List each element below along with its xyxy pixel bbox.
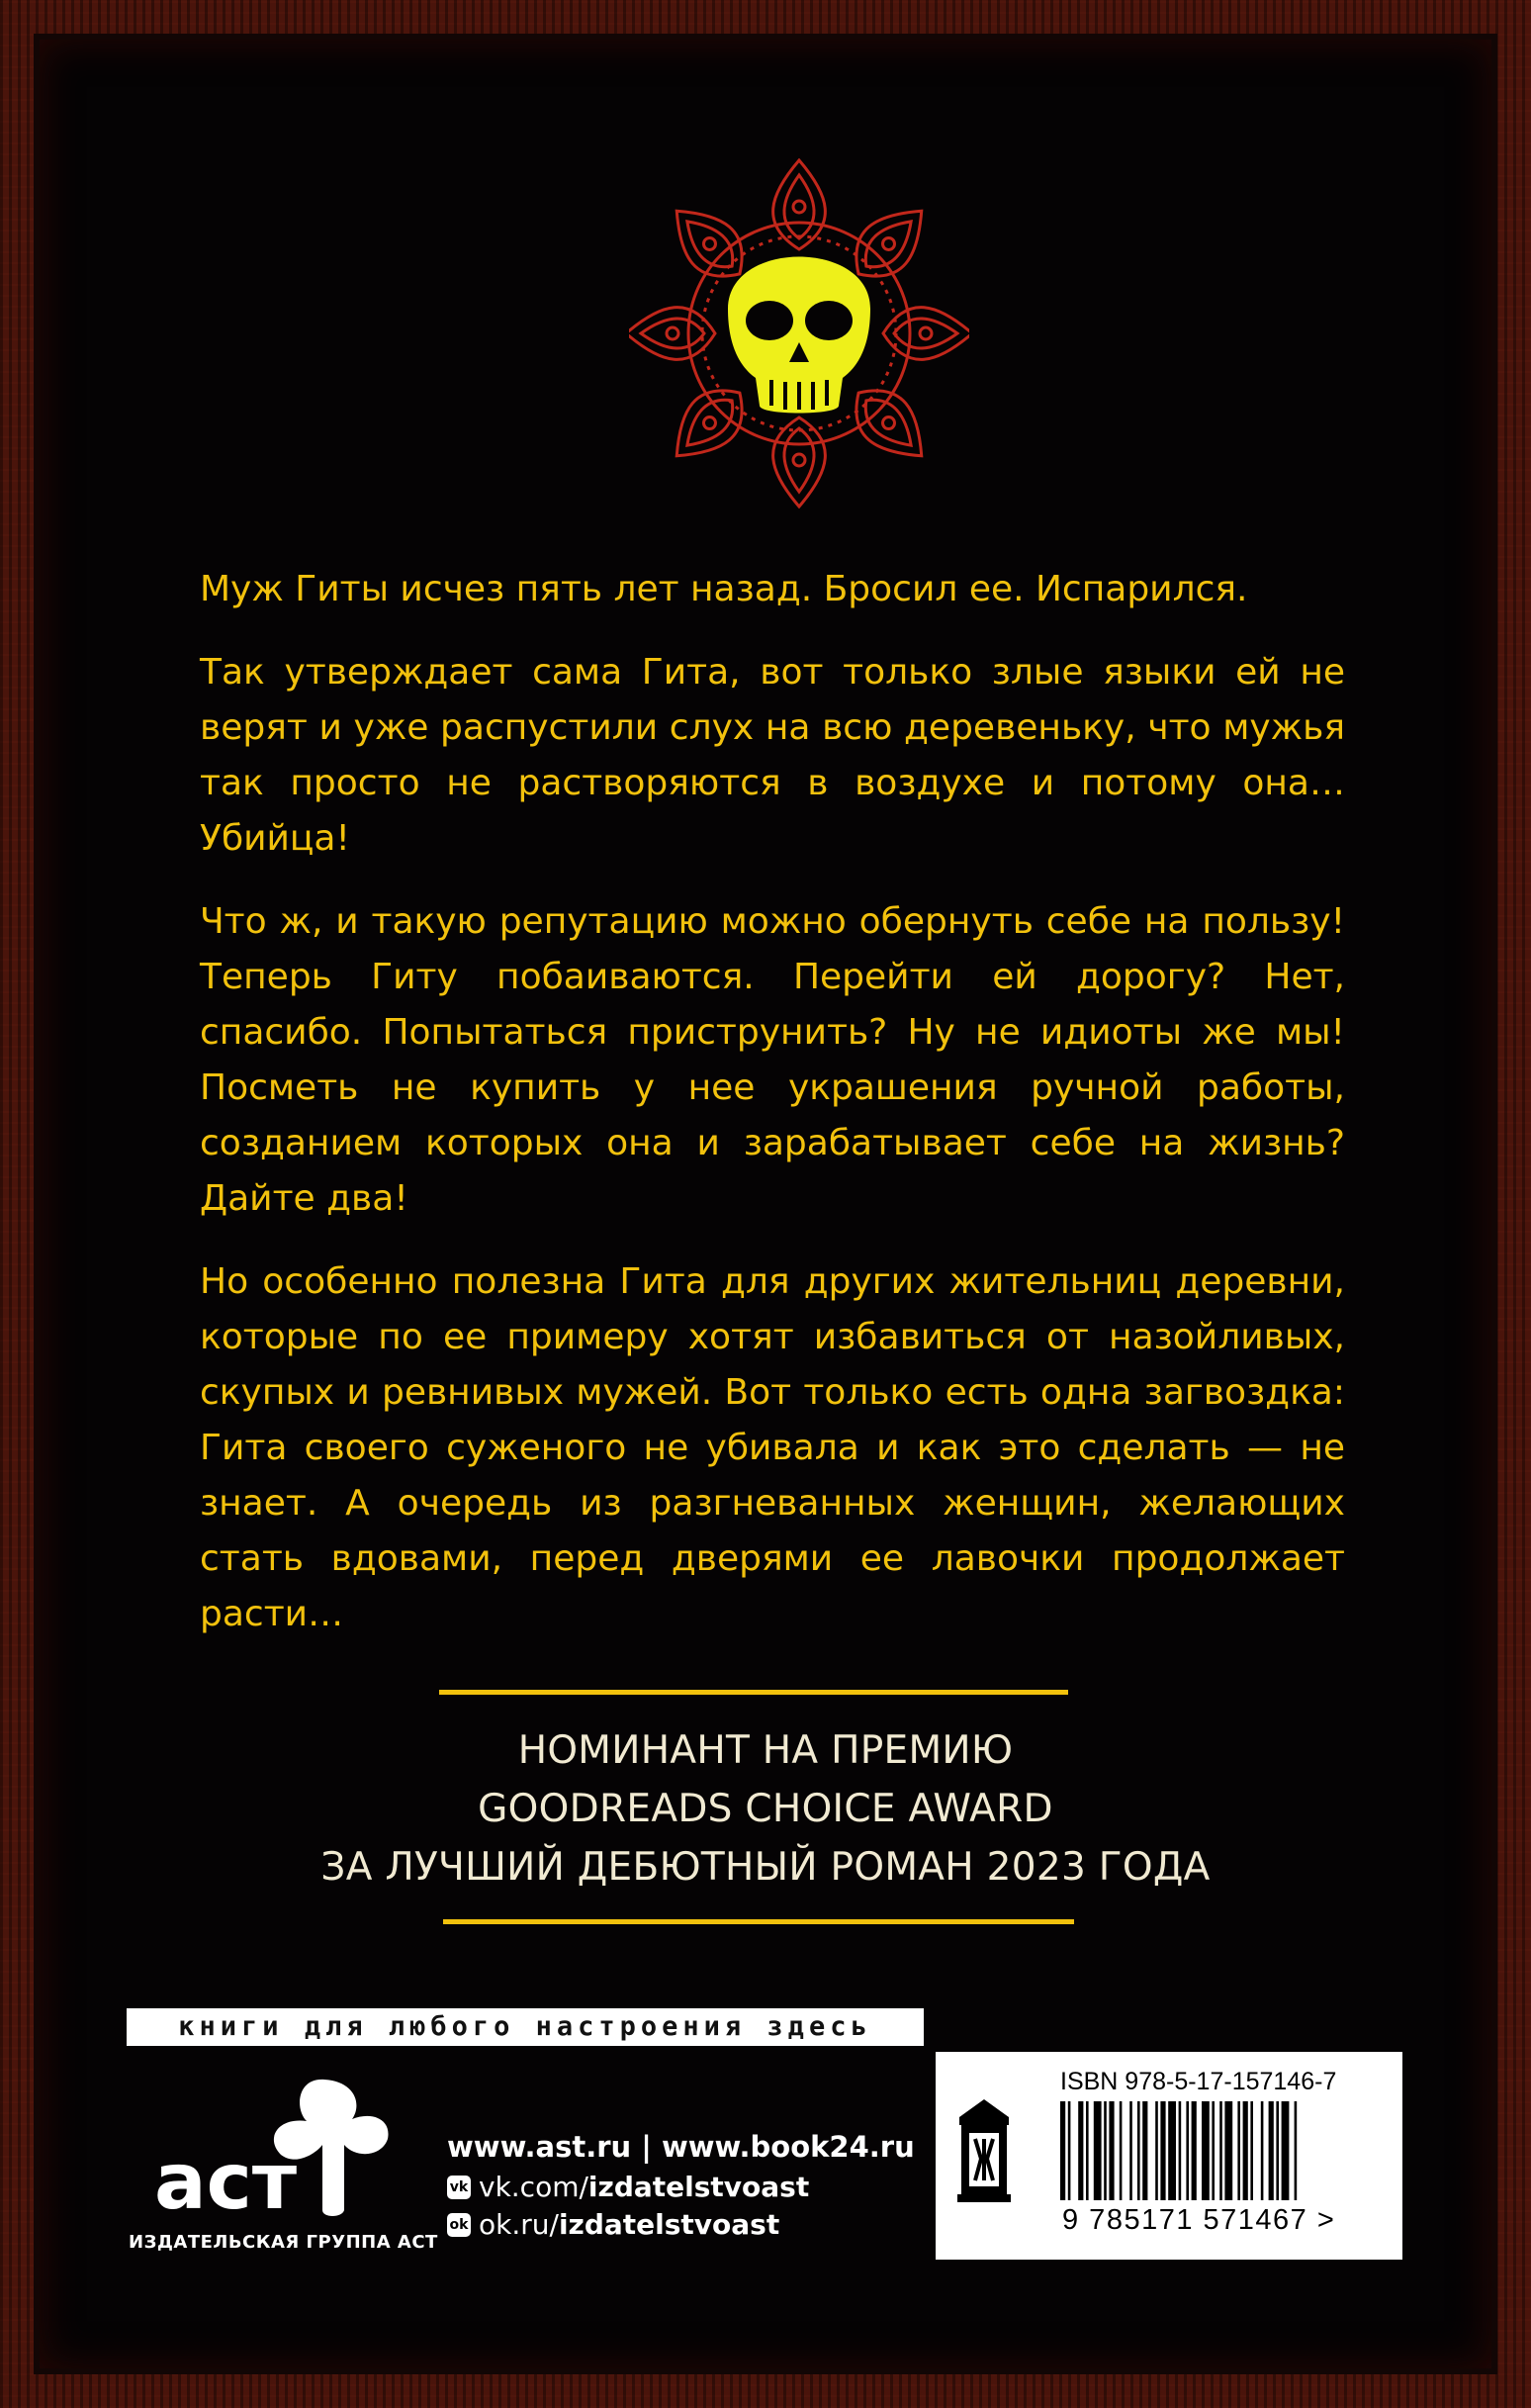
barcode-bar <box>1168 2101 1176 2200</box>
barcode-bar <box>1086 2101 1089 2200</box>
barcode-bar <box>1142 2101 1147 2200</box>
ok-icon: ok <box>447 2213 471 2237</box>
barcode-bar <box>1129 2101 1132 2200</box>
vk-prefix: vk.com/ <box>479 2171 588 2203</box>
ast-logo-text: аст <box>154 2138 298 2227</box>
barcode-box <box>936 2052 1402 2260</box>
vk-link[interactable] <box>447 2169 902 2206</box>
ast-logo <box>148 2070 405 2228</box>
barcode-bar <box>1078 2101 1083 2200</box>
ok-prefix: ok.ru/ <box>479 2208 559 2241</box>
vk-icon: vk <box>447 2176 471 2199</box>
barcode-bar <box>1104 2101 1107 2200</box>
award-line-1: НОМИНАНТ НА ПРЕМИЮ <box>517 1728 1014 1773</box>
barcode-bar <box>1060 2101 1065 2200</box>
barcode-bar <box>1068 2101 1071 2200</box>
blurb-text <box>200 562 1345 1670</box>
barcode-bar <box>1243 2101 1248 2200</box>
skull-mandala-icon <box>629 140 969 526</box>
barcode-bar <box>1179 2101 1182 2200</box>
barcode-bar <box>1250 2101 1253 2200</box>
publisher-caption: ИЗДАТЕЛЬСКАЯ ГРУППА АСТ <box>129 2232 438 2253</box>
barcode-bar <box>1202 2101 1210 2200</box>
ok-link[interactable] <box>447 2206 902 2244</box>
barcode-bar <box>1109 2101 1114 2200</box>
isbn-number: ISBN 978-5-17-157146-7 <box>1060 2068 1337 2095</box>
blurb-paragraph-3: Что ж, и такую репутацию можно обернуть себе на пользу! Теперь Гиту побаиваются. Перейти ей дорогу? Нет, спасибо. Попытаться приструнить? Ну не идиоты же мы! Посметь не купить у нее украшения ручной работы, созданием которых она и зарабатывает себе на жизнь? Дайте два! <box>200 901 1345 1219</box>
barcode-bar <box>1282 2101 1290 2200</box>
barcode-bar <box>1237 2101 1240 2200</box>
publisher-tagline: книги для любого настроения здесь <box>127 2008 924 2046</box>
award-divider-top <box>439 1690 1068 1695</box>
barcode-bar <box>1137 2101 1140 2200</box>
barcode-bar <box>1295 2101 1298 2200</box>
ok-handle: izdatelstvoast <box>558 2208 780 2241</box>
blurb-paragraph-2: Так утверждает сама Гита, вот только злые языки ей не верят и уже распустили слух на всю деревеньку, что мужья так просто не растворяются в воздухе и потому она… Убийца! <box>200 652 1345 859</box>
award-block <box>237 1721 1294 1897</box>
award-line-2: GOODREADS CHOICE AWARD <box>478 1787 1053 1831</box>
award-divider-bottom <box>443 1919 1074 1924</box>
barcode-bar <box>1160 2101 1165 2200</box>
barcode-bar <box>1155 2101 1158 2200</box>
publisher-sites[interactable]: www.ast.ru | www.book24.ru <box>447 2130 915 2164</box>
barcode-bar <box>1276 2101 1279 2200</box>
publisher-links <box>447 2125 915 2244</box>
barcode-bar <box>1120 2101 1123 2200</box>
barcode-bar <box>1269 2101 1274 2200</box>
blurb-paragraph-1: Муж Гиты исчез пять лет назад. Бросил ее. Испарился. <box>200 569 1248 609</box>
barcode-bar <box>1094 2101 1102 2200</box>
barcode-bar <box>1212 2101 1215 2200</box>
barcode-bar <box>1192 2101 1197 2200</box>
barcode-bar <box>1186 2101 1189 2200</box>
barcode-bar <box>1219 2101 1222 2200</box>
award-line-3: ЗА ЛУЧШИЙ ДЕБЮТНЫЙ РОМАН 2023 ГОДА <box>320 1845 1211 1890</box>
barcode-digits: 9 785171 571467 > <box>1062 2204 1336 2236</box>
barcode-bar <box>1261 2101 1264 2200</box>
blurb-paragraph-4: Но особенно полезна Гита для других жительниц деревни, которые по ее примеру хотят избавиться от назойливых, скупых и ревнивых мужей. Вот только есть одна загвоздка: Гита своего суженого не убивала и как это сделать — не знает. А очередь из разгневанных женщин, желающих стать вдовами, перед дверями ее лавочки продолжает расти… <box>200 1261 1345 1634</box>
barcode-bar <box>1224 2101 1232 2200</box>
vk-handle: izdatelstvoast <box>587 2171 810 2203</box>
barcode-bars <box>1060 2101 1375 2200</box>
lantern-icon <box>951 2095 1017 2206</box>
